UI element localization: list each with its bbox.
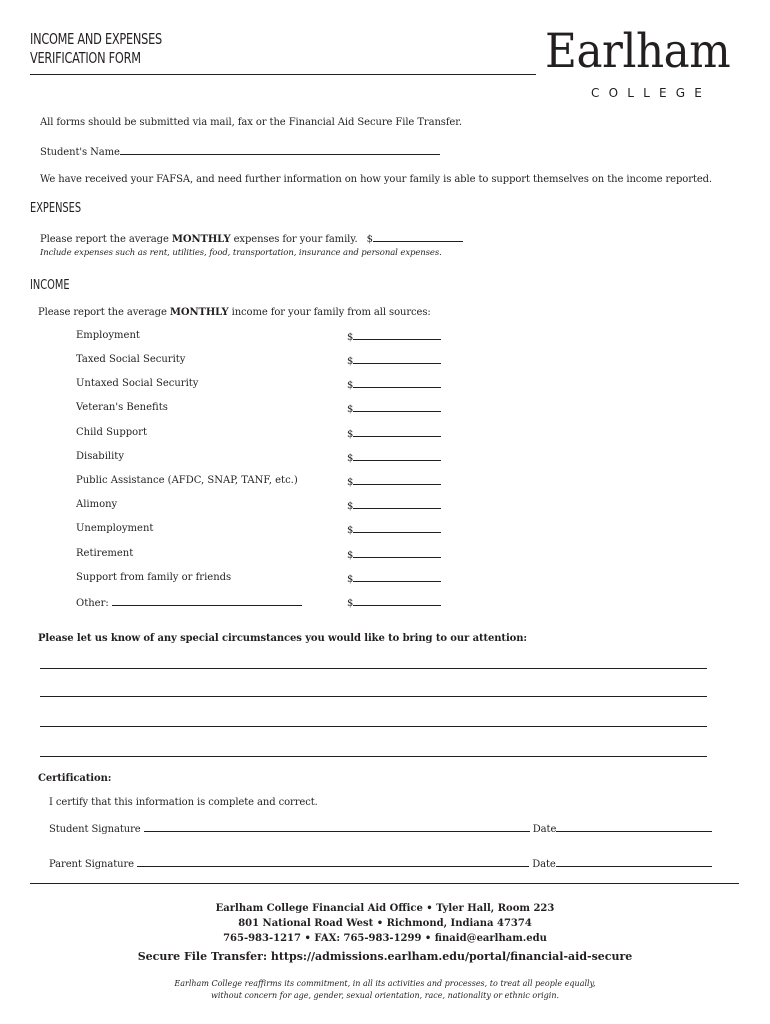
income-amount-field[interactable] [353,354,441,364]
certification-heading: Certification: [38,773,112,784]
income-amount-row [347,499,441,512]
income-item-untaxed-social-security: Untaxed Social Security [76,378,199,389]
footer-equality-note-line1: Earlham College reaffirms its commitment, in all its activities and processes, to treat all people equally, [174,979,596,988]
expenses-amount-field[interactable] [373,232,463,242]
expenses-note: Include expenses such as rent, utilities, food, transportation, insurance and personal expenses. [40,248,442,258]
income-dollar: $ [347,380,354,391]
parent-signature-field[interactable] [137,857,529,867]
income-dollar: $ [347,501,354,512]
income-dollar: $ [347,332,354,343]
income-amount-row [347,378,441,391]
income-amount-field[interactable] [353,596,441,606]
income-item-alimony: Alimony [76,499,118,510]
student-date-label: Date [532,824,557,835]
income-amount-row [347,572,441,585]
circumstances-line[interactable] [40,726,707,727]
parent-date-label: Date [532,859,556,870]
form-title-line2: VERIFICATION FORM [30,49,141,67]
income-amount-field[interactable] [353,451,441,461]
college-logo-name: Earlham [545,24,731,79]
income-item-child-support: Child Support [76,427,147,438]
parent-signature-row [49,857,712,871]
footer-address-line1: Earlham College Financial Aid Office • Tyler Hall, Room 223 [215,903,555,914]
form-title [30,30,162,68]
circumstances-line[interactable] [40,668,707,669]
income-amount-row [347,548,441,561]
income-item-taxed-social-security: Taxed Social Security [76,354,186,365]
income-dollar: $ [347,429,354,440]
certification-statement: I certify that this information is complete and correct. [49,797,318,808]
income-amount-field[interactable] [353,572,441,582]
expenses-prompt-bold: MONTHLY [171,234,231,245]
footer-contact-line: 765-983-1217 • FAX: 765-983-1299 • finaid@earlham.edu [223,933,547,944]
student-signature-field[interactable] [144,822,530,832]
income-prompt-bold: MONTHLY [169,307,229,318]
college-logo-sub: COLLEGE [591,86,712,100]
income-item-employment: Employment [76,330,140,341]
student-signature-label: Student Signature [49,824,141,835]
income-amount-row [347,330,441,343]
income-dollar: $ [347,356,354,367]
form-title-line1: INCOME AND EXPENSES [30,30,162,48]
circumstances-prompt: Please let us know of any special circumstances you would like to bring to our attention: [38,633,527,644]
income-prompt-text-after: income for your family from all sources: [228,307,431,318]
submit-note: All forms should be submitted via mail, fax or the Financial Aid Secure File Transfer. [40,117,462,128]
expenses-prompt [40,232,463,246]
income-amount-row [347,354,441,367]
expenses-prompt-text-after: expenses for your family. [230,234,358,245]
income-other-row [76,596,302,609]
income-amount-row [347,475,441,488]
circumstances-line[interactable] [40,756,707,757]
income-amount-field[interactable] [353,548,441,558]
income-amount-row [347,596,441,609]
student-name-field[interactable] [120,145,440,155]
income-amount-field[interactable] [353,475,441,485]
income-dollar: $ [347,574,354,585]
income-dollar: $ [347,404,354,415]
income-amount-row [347,402,441,415]
income-amount-field[interactable] [353,499,441,509]
student-signature-row [49,822,712,836]
income-prompt-text: Please report the average [38,307,170,318]
footer-address-line2: 801 National Road West • Richmond, Indiana 47374 [238,918,532,929]
income-item-unemployment: Unemployment [76,523,154,534]
income-prompt [38,306,431,319]
student-name-row [40,145,440,159]
income-amount-field[interactable] [353,378,441,388]
income-other-description-field[interactable] [112,596,302,606]
income-item-veterans-benefits: Veteran's Benefits [76,402,168,413]
income-amount-row [347,427,441,440]
parent-date-field[interactable] [556,857,712,867]
circumstances-line[interactable] [40,696,707,697]
expenses-dollar: $ [366,234,373,245]
income-dollar: $ [347,550,354,561]
income-heading: INCOME [30,278,70,293]
income-dollar: $ [347,453,354,464]
expenses-heading: EXPENSES [30,201,82,216]
student-name-label: Student's Name [40,147,120,158]
income-item-other: Other: [76,598,109,609]
income-amount-field[interactable] [353,402,441,412]
income-dollar: $ [347,477,354,488]
income-item-family-support: Support from family or friends [76,572,232,583]
parent-signature-label: Parent Signature [49,859,134,870]
income-item-public-assistance: Public Assistance (AFDC, SNAP, TANF, etc.) [76,475,298,486]
income-dollar: $ [347,598,354,609]
expenses-prompt-text: Please report the average [40,234,172,245]
income-amount-field[interactable] [353,330,441,340]
income-amount-row [347,523,441,536]
income-amount-field[interactable] [353,427,441,437]
footer-divider [30,883,739,884]
footer-equality-note-line2: without concern for age, gender, sexual orientation, race, nationality or ethnic origin. [210,991,560,1000]
title-divider [30,74,536,75]
student-date-field[interactable] [556,822,712,832]
income-amount-field[interactable] [353,523,441,533]
income-item-retirement: Retirement [76,548,134,559]
income-amount-row [347,451,441,464]
income-dollar: $ [347,525,354,536]
income-item-disability: Disability [76,451,124,462]
footer-secure-transfer: Secure File Transfer: https://admissions.earlham.edu/portal/financial-aid-secure [137,950,633,963]
fafsa-note: We have received your FAFSA, and need further information on how your family is able to support themselves on the income reported. [40,174,713,185]
